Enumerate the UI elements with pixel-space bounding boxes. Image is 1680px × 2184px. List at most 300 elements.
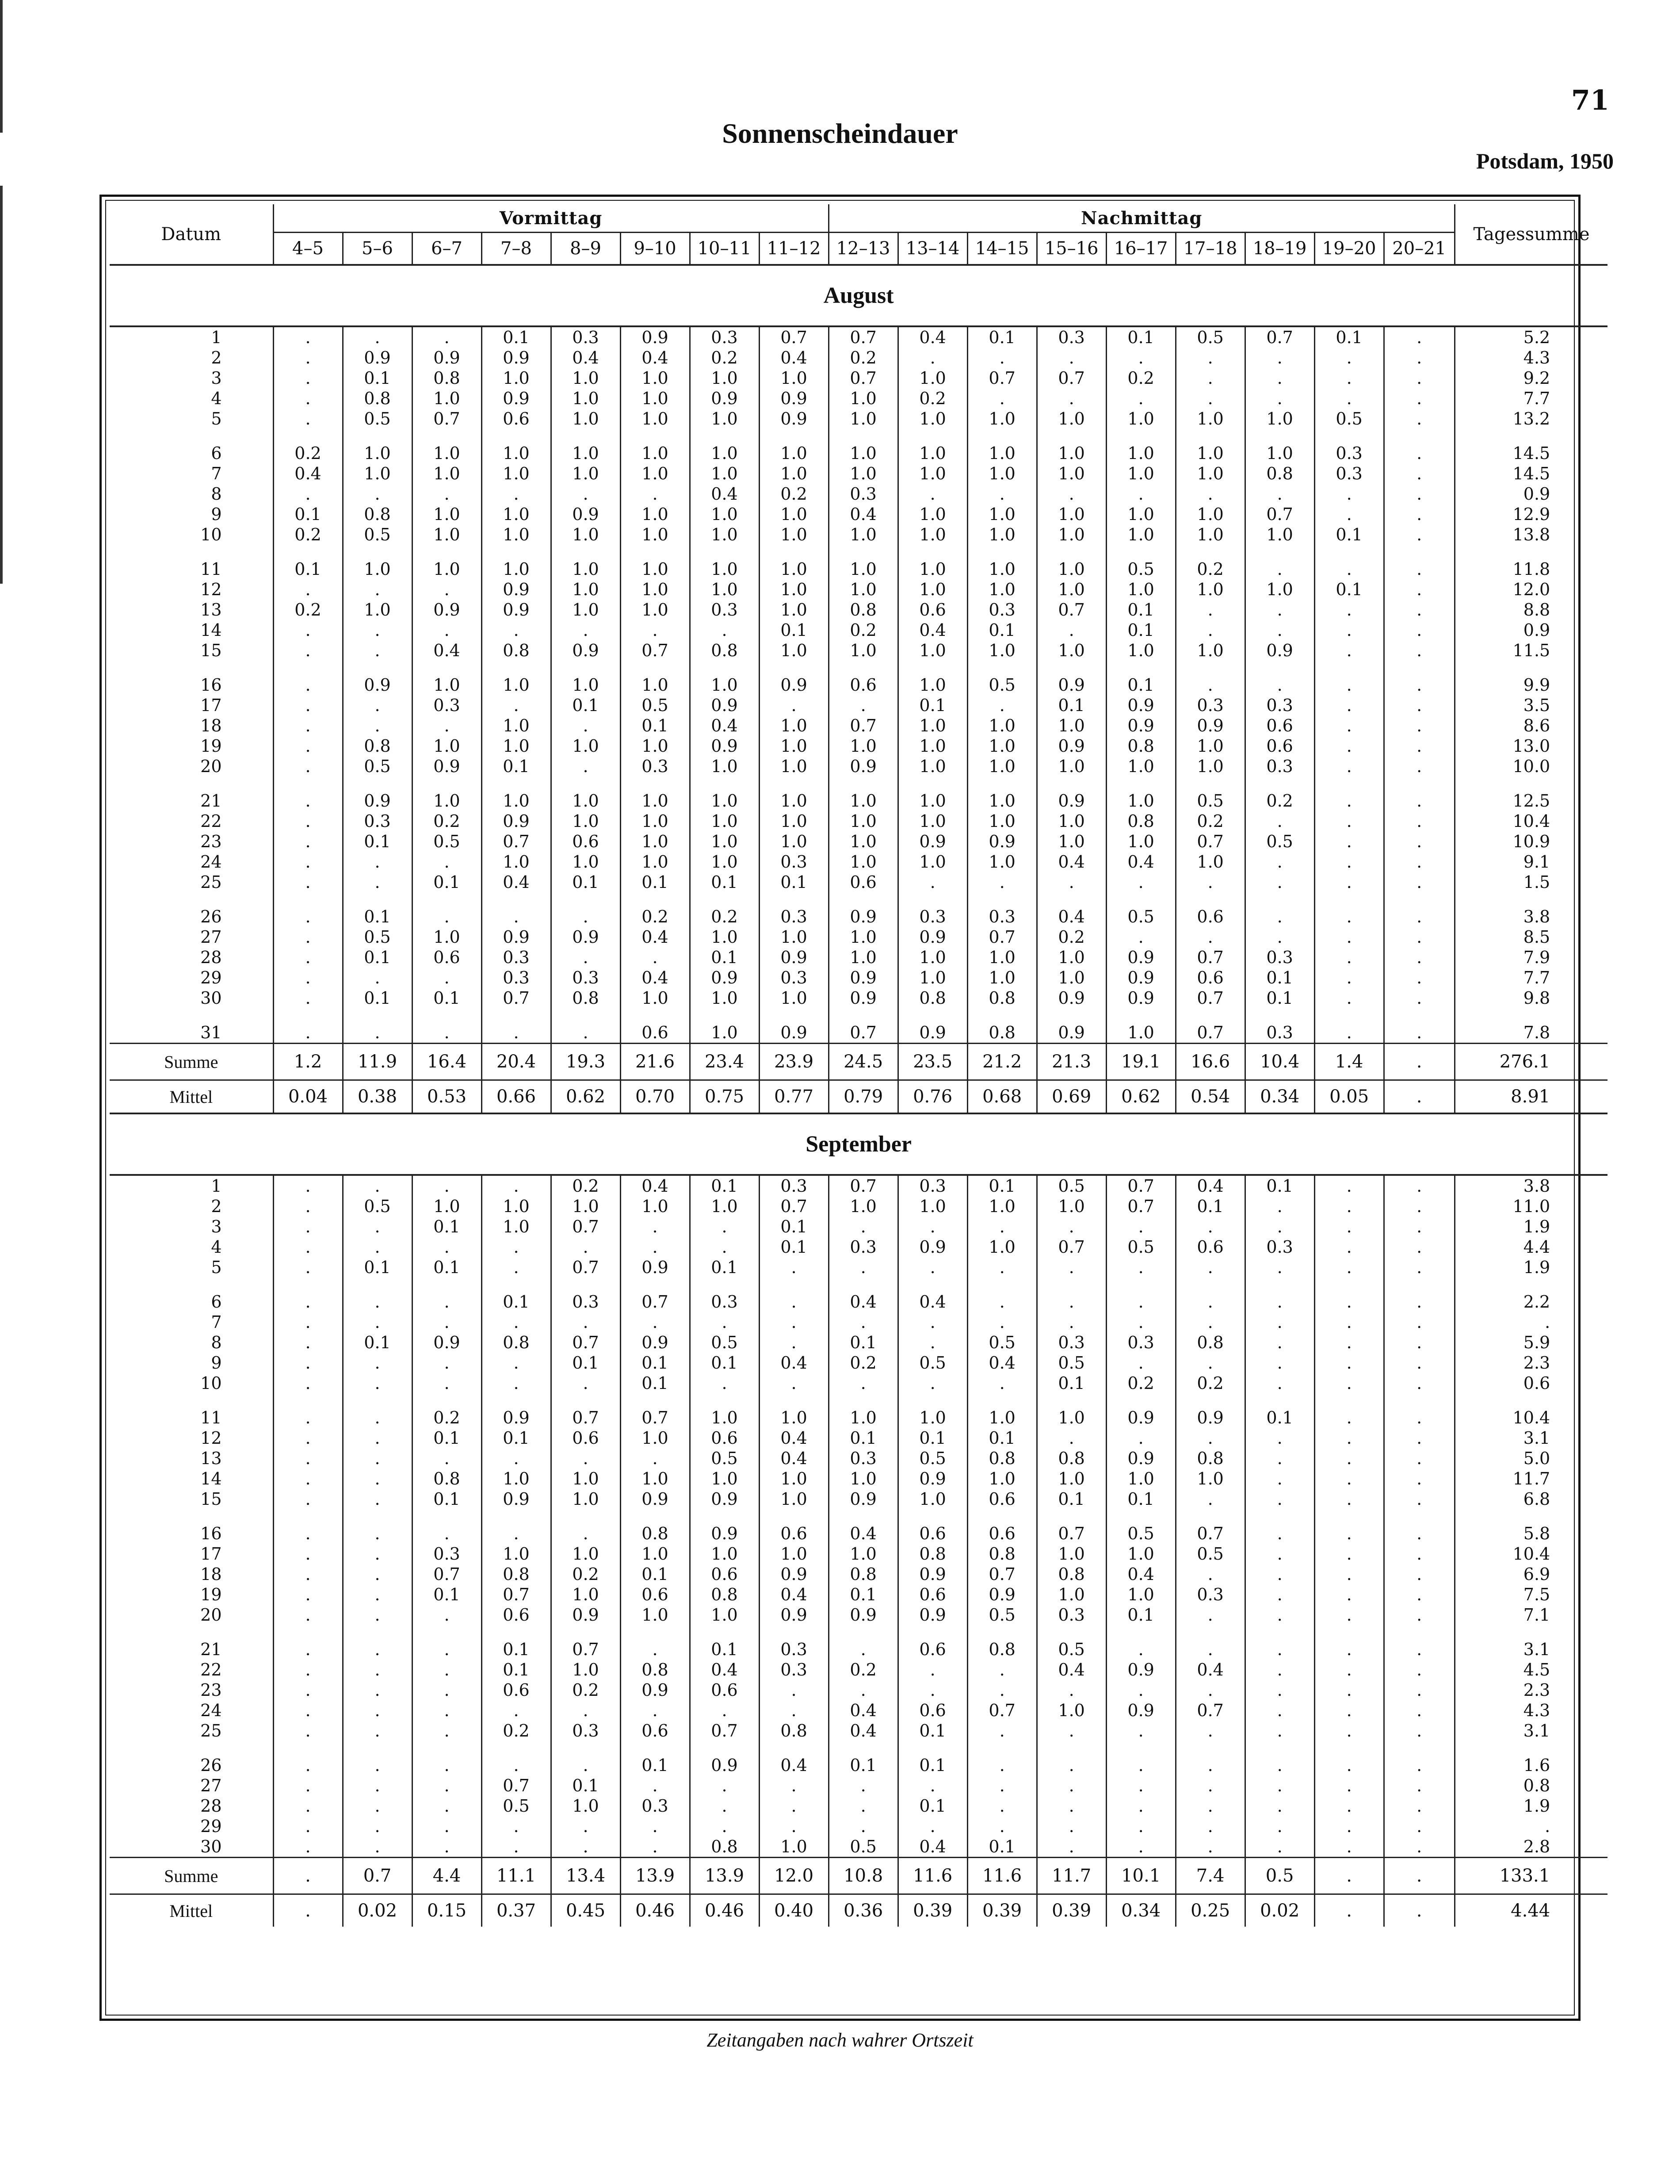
summe-value-cell: 12.0 bbox=[759, 1858, 829, 1894]
hour-value-cell: . bbox=[551, 947, 620, 968]
hour-value-cell: 0.5 bbox=[1314, 409, 1384, 429]
hour-value-cell: 0.9 bbox=[551, 640, 620, 661]
hour-value-cell: . bbox=[481, 1257, 551, 1278]
hour-value-cell: 0.9 bbox=[1106, 947, 1176, 968]
daily-total-cell: 7.8 bbox=[1455, 1008, 1607, 1044]
hour-value-cell: . bbox=[343, 579, 412, 600]
hour-value-cell: . bbox=[1176, 1836, 1245, 1858]
hour-value-cell: . bbox=[551, 484, 620, 504]
hour-value-cell: . bbox=[1176, 1625, 1245, 1660]
hour-value-cell: 1.0 bbox=[481, 463, 551, 484]
hour-value-cell: 1.0 bbox=[967, 524, 1037, 545]
hour-value-cell: . bbox=[1037, 872, 1106, 892]
hour-value-cell: . bbox=[273, 1489, 343, 1509]
mittel-value-cell: 0.46 bbox=[620, 1894, 690, 1927]
hour-value-cell: . bbox=[690, 620, 759, 640]
hour-value-cell: 0.7 bbox=[967, 1700, 1037, 1721]
hour-value-cell: . bbox=[759, 1373, 829, 1393]
hour-value-cell: 0.6 bbox=[1176, 968, 1245, 988]
table-row bbox=[110, 831, 1607, 852]
hour-value-cell: . bbox=[343, 1564, 412, 1584]
hour-value-cell: 0.7 bbox=[829, 326, 898, 348]
hour-value-cell: . bbox=[1314, 1175, 1384, 1196]
hour-value-cell: . bbox=[1176, 368, 1245, 388]
hour-value-cell: 0.3 bbox=[551, 1278, 620, 1312]
hour-value-cell: 0.7 bbox=[1037, 1237, 1106, 1257]
hour-value-cell: . bbox=[273, 1775, 343, 1796]
hour-value-cell: . bbox=[967, 872, 1037, 892]
hour-value-cell: 1.0 bbox=[967, 409, 1037, 429]
hour-value-cell: . bbox=[273, 1741, 343, 1775]
hour-value-cell: . bbox=[273, 1680, 343, 1700]
hour-value-cell: 1.0 bbox=[759, 579, 829, 600]
hour-value-cell: 1.0 bbox=[551, 1489, 620, 1509]
hour-value-cell: . bbox=[273, 1469, 343, 1489]
day-cell: 19 bbox=[200, 736, 222, 756]
hour-value-cell: . bbox=[898, 1373, 967, 1393]
hour-value-cell: 0.9 bbox=[829, 1489, 898, 1509]
hour-value-cell: 1.0 bbox=[898, 1393, 967, 1428]
hour-value-cell: . bbox=[343, 1008, 412, 1044]
hour-value-cell: . bbox=[343, 852, 412, 872]
hour-value-cell: . bbox=[273, 1816, 343, 1836]
hour-value-cell: 0.4 bbox=[759, 348, 829, 368]
hour-value-cell: 0.2 bbox=[898, 388, 967, 409]
hour-value-cell: 1.0 bbox=[967, 1237, 1037, 1257]
hour-value-cell: . bbox=[829, 1312, 898, 1332]
table-row bbox=[110, 1237, 1607, 1257]
hour-value-cell: 1.0 bbox=[967, 504, 1037, 524]
hour-value-cell: 0.3 bbox=[898, 892, 967, 927]
hour-value-cell: 1.0 bbox=[898, 429, 967, 463]
day-cell: 27 bbox=[200, 927, 222, 947]
mittel-value-cell: 0.36 bbox=[829, 1894, 898, 1927]
hour-value-cell: . bbox=[1314, 811, 1384, 831]
hour-value-cell: . bbox=[412, 892, 481, 927]
table-row bbox=[110, 1605, 1607, 1625]
hour-value-cell: 0.3 bbox=[759, 1660, 829, 1680]
hour-value-cell: 0.6 bbox=[898, 600, 967, 620]
day-cell: 6 bbox=[211, 1292, 222, 1312]
hour-value-cell: 0.8 bbox=[759, 1721, 829, 1741]
hour-value-cell: 1.0 bbox=[1176, 852, 1245, 872]
hour-value-cell: . bbox=[481, 1836, 551, 1858]
hour-value-cell: . bbox=[1037, 1216, 1106, 1237]
hour-value-cell: 1.0 bbox=[1106, 831, 1176, 852]
hour-value-cell: . bbox=[898, 1312, 967, 1332]
table-row bbox=[110, 1196, 1607, 1216]
hour-value-cell: 1.0 bbox=[967, 947, 1037, 968]
hour-value-cell: 0.1 bbox=[481, 1660, 551, 1680]
hour-value-cell: . bbox=[343, 1584, 412, 1605]
hour-value-cell: . bbox=[1314, 388, 1384, 409]
hour-value-cell: 0.4 bbox=[481, 872, 551, 892]
hour-value-cell: 0.1 bbox=[273, 504, 343, 524]
hour-value-cell: 1.0 bbox=[343, 545, 412, 579]
hour-value-cell: 1.0 bbox=[481, 776, 551, 811]
hour-value-cell: 0.1 bbox=[898, 695, 967, 715]
hour-value-cell: . bbox=[273, 1584, 343, 1605]
hour-value-cell: . bbox=[1106, 1625, 1176, 1660]
hour-value-cell: 0.8 bbox=[1037, 1448, 1106, 1469]
hour-value-cell: . bbox=[481, 1741, 551, 1775]
hour-value-cell: 0.2 bbox=[551, 1680, 620, 1700]
hour-value-cell: . bbox=[898, 1332, 967, 1353]
hour-value-cell: 1.0 bbox=[690, 1544, 759, 1564]
day-cell: 13 bbox=[200, 1449, 222, 1468]
hour-value-cell: 0.6 bbox=[481, 409, 551, 429]
hour-value-cell: 1.0 bbox=[690, 831, 759, 852]
hour-value-cell: . bbox=[1314, 1008, 1384, 1044]
hour-value-cell: 1.0 bbox=[620, 852, 690, 872]
summe-value-cell: 1.2 bbox=[273, 1044, 343, 1080]
header-row-hours bbox=[110, 233, 1607, 265]
hour-value-cell: . bbox=[1176, 600, 1245, 620]
day-cell: 7 bbox=[211, 464, 222, 483]
hour-value-cell: . bbox=[1384, 852, 1455, 872]
hour-value-cell: . bbox=[343, 1312, 412, 1332]
hour-value-cell: . bbox=[551, 620, 620, 640]
hour-value-cell: 0.5 bbox=[1176, 326, 1245, 348]
hour-value-cell: . bbox=[1384, 579, 1455, 600]
hour-value-cell: . bbox=[481, 892, 551, 927]
footer-note: Zeitangaben nach wahrer Ortszeit bbox=[706, 2029, 974, 2051]
hour-header: 17–18 bbox=[1176, 233, 1245, 265]
hour-value-cell: 0.7 bbox=[1176, 1700, 1245, 1721]
hour-value-cell: . bbox=[1037, 348, 1106, 368]
hour-value-cell: . bbox=[273, 852, 343, 872]
hour-value-cell: 0.4 bbox=[1176, 1175, 1245, 1196]
hour-value-cell: 0.1 bbox=[551, 1353, 620, 1373]
hour-value-cell: . bbox=[1314, 892, 1384, 927]
hour-value-cell: 0.1 bbox=[620, 715, 690, 736]
hour-value-cell: 0.5 bbox=[343, 1196, 412, 1216]
daily-total-cell: 6.8 bbox=[1455, 1489, 1607, 1509]
hour-value-cell: 0.4 bbox=[829, 1278, 898, 1312]
hour-value-cell: 0.2 bbox=[1176, 545, 1245, 579]
hour-value-cell: . bbox=[1384, 348, 1455, 368]
hour-value-cell: 1.0 bbox=[690, 661, 759, 695]
hour-value-cell: . bbox=[1106, 872, 1176, 892]
hour-value-cell: 0.1 bbox=[343, 368, 412, 388]
daily-total-cell: 4.3 bbox=[1455, 348, 1607, 368]
hour-value-cell: . bbox=[967, 1660, 1037, 1680]
hour-value-cell: 1.0 bbox=[759, 831, 829, 852]
hour-value-cell: 0.5 bbox=[829, 1836, 898, 1858]
hour-value-cell: . bbox=[551, 1373, 620, 1393]
hour-value-cell: 0.5 bbox=[690, 1332, 759, 1353]
day-cell: 23 bbox=[200, 1680, 222, 1700]
hour-value-cell: . bbox=[481, 1816, 551, 1836]
hour-value-cell: . bbox=[412, 579, 481, 600]
hour-value-cell: . bbox=[1314, 368, 1384, 388]
hour-value-cell: 0.1 bbox=[1245, 1175, 1314, 1196]
hour-value-cell: . bbox=[1314, 756, 1384, 776]
hour-value-cell: 0.3 bbox=[898, 1175, 967, 1196]
hour-value-cell: . bbox=[1245, 1353, 1314, 1373]
hour-value-cell: 1.0 bbox=[759, 504, 829, 524]
hour-value-cell: . bbox=[967, 695, 1037, 715]
daily-total-cell: 13.8 bbox=[1455, 524, 1607, 545]
table-row bbox=[110, 1584, 1607, 1605]
summe-value-cell: 13.9 bbox=[690, 1858, 759, 1894]
hour-value-cell: 0.9 bbox=[1037, 1008, 1106, 1044]
hour-value-cell: . bbox=[620, 1700, 690, 1721]
hour-value-cell: . bbox=[1384, 1816, 1455, 1836]
mittel-value-cell: 0.79 bbox=[829, 1080, 898, 1114]
summe-value-cell: . bbox=[1384, 1858, 1455, 1894]
daily-total-cell: 3.5 bbox=[1455, 695, 1607, 715]
hour-value-cell: 1.0 bbox=[829, 852, 898, 872]
hour-value-cell: . bbox=[898, 1257, 967, 1278]
hour-value-cell: 0.9 bbox=[1106, 1448, 1176, 1469]
hour-value-cell: . bbox=[412, 1509, 481, 1544]
day-cell: 17 bbox=[200, 696, 222, 715]
hour-value-cell: 0.3 bbox=[759, 892, 829, 927]
hour-value-cell: 0.1 bbox=[1245, 988, 1314, 1008]
day-cell: 22 bbox=[200, 811, 222, 831]
hour-value-cell: . bbox=[1384, 1332, 1455, 1353]
summe-value-cell: 1.4 bbox=[1314, 1044, 1384, 1080]
hour-value-cell: . bbox=[343, 1278, 412, 1312]
mittel-label: Mittel bbox=[110, 1894, 273, 1927]
hour-value-cell: 1.0 bbox=[898, 715, 967, 736]
hour-value-cell: . bbox=[1106, 484, 1176, 504]
table-row bbox=[110, 524, 1607, 545]
hour-value-cell: . bbox=[273, 1836, 343, 1858]
hour-value-cell: 0.8 bbox=[412, 368, 481, 388]
hour-value-cell: 1.0 bbox=[967, 429, 1037, 463]
hour-value-cell: . bbox=[412, 1448, 481, 1469]
hour-value-cell: 1.0 bbox=[1245, 579, 1314, 600]
hour-value-cell: 1.0 bbox=[1106, 524, 1176, 545]
hour-value-cell: . bbox=[273, 1428, 343, 1448]
hour-value-cell: 0.7 bbox=[551, 1216, 620, 1237]
hour-value-cell: . bbox=[829, 1625, 898, 1660]
table-row bbox=[110, 600, 1607, 620]
hour-value-cell: . bbox=[1384, 1660, 1455, 1680]
hour-value-cell: 0.8 bbox=[1176, 1448, 1245, 1469]
hour-value-cell: 1.0 bbox=[551, 579, 620, 600]
hour-value-cell: 0.4 bbox=[759, 1353, 829, 1373]
hour-value-cell: 1.0 bbox=[412, 429, 481, 463]
hour-value-cell: . bbox=[829, 1775, 898, 1796]
hour-value-cell: 1.0 bbox=[690, 1393, 759, 1428]
table-row bbox=[110, 1721, 1607, 1741]
table-row bbox=[110, 1680, 1607, 1700]
hour-value-cell: 0.5 bbox=[898, 1448, 967, 1469]
hour-value-cell: 0.1 bbox=[481, 1428, 551, 1448]
hour-value-cell: 1.0 bbox=[898, 1196, 967, 1216]
hour-value-cell: 0.7 bbox=[1176, 1509, 1245, 1544]
table-row bbox=[110, 1257, 1607, 1278]
hour-value-cell: . bbox=[343, 640, 412, 661]
hour-value-cell: 1.0 bbox=[620, 776, 690, 811]
hour-value-cell: 1.0 bbox=[1037, 1196, 1106, 1216]
hour-value-cell: 0.4 bbox=[690, 484, 759, 504]
hour-value-cell: 1.0 bbox=[551, 661, 620, 695]
daily-total-cell: 9.8 bbox=[1455, 988, 1607, 1008]
hour-value-cell: 0.1 bbox=[343, 1257, 412, 1278]
hour-value-cell: 0.9 bbox=[551, 504, 620, 524]
table-row bbox=[110, 1700, 1607, 1721]
day-cell: 1 bbox=[211, 1176, 222, 1196]
hour-value-cell: 0.8 bbox=[481, 1564, 551, 1584]
summe-value-cell: 10.8 bbox=[829, 1858, 898, 1894]
hour-value-cell: 0.1 bbox=[620, 1564, 690, 1584]
hour-value-cell: . bbox=[1245, 388, 1314, 409]
hour-value-cell: 0.9 bbox=[1037, 776, 1106, 811]
hour-value-cell: 1.0 bbox=[551, 811, 620, 831]
hour-value-cell: 0.9 bbox=[898, 927, 967, 947]
summe-value-cell: 13.4 bbox=[551, 1858, 620, 1894]
hour-value-cell: 1.0 bbox=[690, 1196, 759, 1216]
hour-value-cell: . bbox=[551, 756, 620, 776]
hour-value-cell: 0.5 bbox=[620, 695, 690, 715]
hour-value-cell: . bbox=[273, 1008, 343, 1044]
hour-value-cell: . bbox=[967, 1816, 1037, 1836]
hour-value-cell: . bbox=[1384, 1428, 1455, 1448]
hour-value-cell: . bbox=[620, 1836, 690, 1858]
hour-value-cell: . bbox=[1384, 1680, 1455, 1700]
hour-value-cell: 0.5 bbox=[967, 1332, 1037, 1353]
hour-value-cell: . bbox=[1314, 1428, 1384, 1448]
hour-value-cell: 1.0 bbox=[1037, 811, 1106, 831]
hour-value-cell: . bbox=[1245, 872, 1314, 892]
hour-value-cell: 0.1 bbox=[690, 1625, 759, 1660]
mittel-value-cell: 0.25 bbox=[1176, 1894, 1245, 1927]
hour-value-cell: . bbox=[1245, 1196, 1314, 1216]
hour-value-cell: 0.9 bbox=[1106, 1700, 1176, 1721]
hour-value-cell: 0.5 bbox=[1037, 1353, 1106, 1373]
hour-value-cell: . bbox=[273, 968, 343, 988]
hour-value-cell: 1.0 bbox=[690, 776, 759, 811]
hour-value-cell: 1.0 bbox=[1106, 640, 1176, 661]
hour-value-cell: 0.4 bbox=[759, 1428, 829, 1448]
hour-value-cell: 1.0 bbox=[620, 388, 690, 409]
hour-value-cell: . bbox=[1106, 1428, 1176, 1448]
hour-value-cell: 0.3 bbox=[829, 1448, 898, 1469]
hour-value-cell: 0.8 bbox=[967, 1008, 1037, 1044]
hour-value-cell: . bbox=[1176, 1428, 1245, 1448]
hour-value-cell: 0.6 bbox=[690, 1680, 759, 1700]
hour-value-cell: 1.0 bbox=[551, 409, 620, 429]
day-cell: 16 bbox=[200, 675, 222, 695]
hour-value-cell: . bbox=[1384, 927, 1455, 947]
summe-value-cell: 10.4 bbox=[1245, 1044, 1314, 1080]
hour-value-cell: . bbox=[1106, 1680, 1176, 1700]
table-row bbox=[110, 872, 1607, 892]
hour-value-cell: 0.7 bbox=[1037, 1509, 1106, 1544]
hour-value-cell: . bbox=[967, 348, 1037, 368]
hour-value-cell: . bbox=[1314, 831, 1384, 852]
hour-value-cell: 0.7 bbox=[481, 831, 551, 852]
hour-header: 19–20 bbox=[1314, 233, 1384, 265]
hour-value-cell: 1.0 bbox=[829, 388, 898, 409]
daily-total-cell: 10.4 bbox=[1455, 1393, 1607, 1428]
hour-value-cell: 0.5 bbox=[1245, 831, 1314, 852]
table-row bbox=[110, 1393, 1607, 1428]
hour-value-cell: 0.4 bbox=[759, 1448, 829, 1469]
hour-value-cell: . bbox=[690, 1216, 759, 1237]
hour-value-cell: 1.0 bbox=[690, 1605, 759, 1625]
hour-value-cell: 1.0 bbox=[1176, 524, 1245, 545]
hour-value-cell: . bbox=[1245, 661, 1314, 695]
hour-value-cell: . bbox=[551, 1741, 620, 1775]
hour-value-cell: 0.1 bbox=[1106, 620, 1176, 640]
mittel-value-cell: . bbox=[1384, 1894, 1455, 1927]
hour-value-cell: 0.9 bbox=[481, 388, 551, 409]
hour-value-cell: 1.0 bbox=[759, 736, 829, 756]
hour-value-cell: 1.0 bbox=[759, 1489, 829, 1509]
hour-value-cell: 0.3 bbox=[829, 484, 898, 504]
hour-value-cell: 1.0 bbox=[620, 409, 690, 429]
daily-total-cell: 5.2 bbox=[1455, 326, 1607, 348]
hour-value-cell: 1.0 bbox=[551, 463, 620, 484]
mittel-value-cell: 0.62 bbox=[1106, 1080, 1176, 1114]
table-row bbox=[110, 988, 1607, 1008]
hour-value-cell: 1.0 bbox=[829, 947, 898, 968]
hour-value-cell: 0.9 bbox=[620, 1680, 690, 1700]
table-row bbox=[110, 1836, 1607, 1858]
tagessumme-header: Tagessumme bbox=[1455, 204, 1607, 265]
hour-value-cell: 0.4 bbox=[898, 1278, 967, 1312]
hour-value-cell: 0.5 bbox=[343, 524, 412, 545]
hour-value-cell: 0.7 bbox=[481, 1775, 551, 1796]
hour-value-cell: . bbox=[1314, 1278, 1384, 1312]
hour-value-cell: . bbox=[690, 1796, 759, 1816]
hour-value-cell: 0.4 bbox=[1037, 1660, 1106, 1680]
hour-value-cell: . bbox=[343, 1660, 412, 1680]
table-row bbox=[110, 1008, 1607, 1044]
hour-value-cell: . bbox=[1384, 1625, 1455, 1660]
summe-value-cell: 19.3 bbox=[551, 1044, 620, 1080]
hour-value-cell: 0.7 bbox=[1106, 1196, 1176, 1216]
hour-value-cell: 0.1 bbox=[481, 1625, 551, 1660]
hour-header: 8–9 bbox=[551, 233, 620, 265]
hour-value-cell: 0.8 bbox=[690, 640, 759, 661]
hour-value-cell: . bbox=[1106, 1353, 1176, 1373]
hour-value-cell: 0.9 bbox=[481, 1489, 551, 1509]
hour-value-cell: . bbox=[1314, 1836, 1384, 1858]
hour-value-cell: . bbox=[759, 1700, 829, 1721]
summe-value-cell: 0.7 bbox=[343, 1858, 412, 1894]
hour-value-cell: . bbox=[343, 1509, 412, 1544]
hour-value-cell: . bbox=[1245, 811, 1314, 831]
hour-value-cell: 0.7 bbox=[967, 1564, 1037, 1584]
mittel-value-cell: 0.75 bbox=[690, 1080, 759, 1114]
hour-value-cell: 0.9 bbox=[343, 661, 412, 695]
hour-value-cell: 0.6 bbox=[829, 872, 898, 892]
hour-value-cell: 0.9 bbox=[967, 1584, 1037, 1605]
day-cell: 23 bbox=[200, 832, 222, 851]
daily-total-cell: . bbox=[1455, 1816, 1607, 1836]
hour-value-cell: 1.0 bbox=[898, 756, 967, 776]
hour-value-cell: 0.7 bbox=[620, 640, 690, 661]
day-cell: 4 bbox=[211, 389, 222, 408]
daily-total-cell: 7.7 bbox=[1455, 968, 1607, 988]
hour-value-cell: . bbox=[551, 1836, 620, 1858]
hour-value-cell: . bbox=[620, 1237, 690, 1257]
daily-total-cell: 9.1 bbox=[1455, 852, 1607, 872]
hour-value-cell: . bbox=[1245, 1660, 1314, 1680]
hour-value-cell: . bbox=[273, 1544, 343, 1564]
daily-total-cell: 13.2 bbox=[1455, 409, 1607, 429]
hour-value-cell: . bbox=[273, 1700, 343, 1721]
daily-total-cell: 10.4 bbox=[1455, 811, 1607, 831]
hour-value-cell: 0.1 bbox=[412, 1584, 481, 1605]
hour-value-cell: . bbox=[1384, 1312, 1455, 1332]
